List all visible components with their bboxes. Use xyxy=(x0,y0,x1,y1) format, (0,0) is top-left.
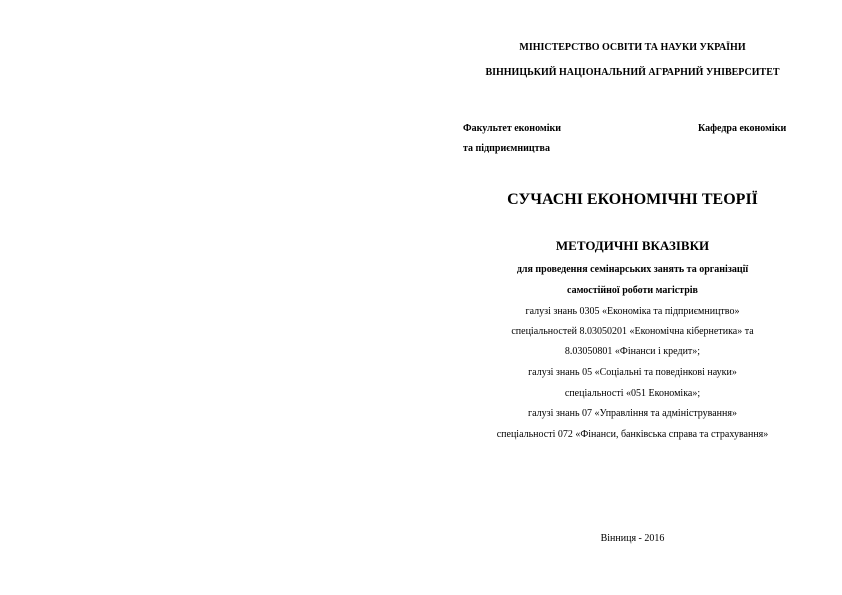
detail-line: галузі знань 05 «Соціальні та поведінкові науки» xyxy=(528,367,737,378)
place-year: Вінниця - 2016 xyxy=(600,533,665,544)
detail-line: спеціальності 072 «Фінанси, банківська справа та страхування» xyxy=(496,429,769,440)
purpose-line-2: самостійної роботи магістрів xyxy=(567,285,698,296)
document-title: СУЧАСНІ ЕКОНОМІЧНІ ТЕОРІЇ xyxy=(507,191,758,208)
university-heading: ВІННИЦЬКИЙ НАЦІОНАЛЬНИЙ АГРАРНИЙ УНІВЕРСИТЕТ xyxy=(485,67,780,78)
document-subtitle: МЕТОДИЧНІ ВКАЗІВКИ xyxy=(555,238,710,253)
detail-line: галузі знань 07 «Управління та адміністрування» xyxy=(528,408,737,419)
department-label: Кафедра економіки xyxy=(698,123,787,134)
faculty-line-1: Факультет економіки xyxy=(463,123,561,134)
detail-line: спеціальностей 8.03050201 «Економічна кібернетика» та xyxy=(511,326,754,337)
purpose-line-1: для проведення семінарських занять та організації xyxy=(516,264,749,275)
ministry-heading: МІНІСТЕРСТВО ОСВІТИ ТА НАУКИ УКРАЇНИ xyxy=(519,42,746,53)
detail-line: 8.03050801 «Фінанси і кредит»; xyxy=(564,346,701,357)
faculty-line-2: та підприємництва xyxy=(463,143,550,154)
detail-line: спеціальності «051 Економіка»; xyxy=(564,388,701,399)
detail-line: галузі знань 0305 «Економіка та підприємництво» xyxy=(525,306,740,317)
